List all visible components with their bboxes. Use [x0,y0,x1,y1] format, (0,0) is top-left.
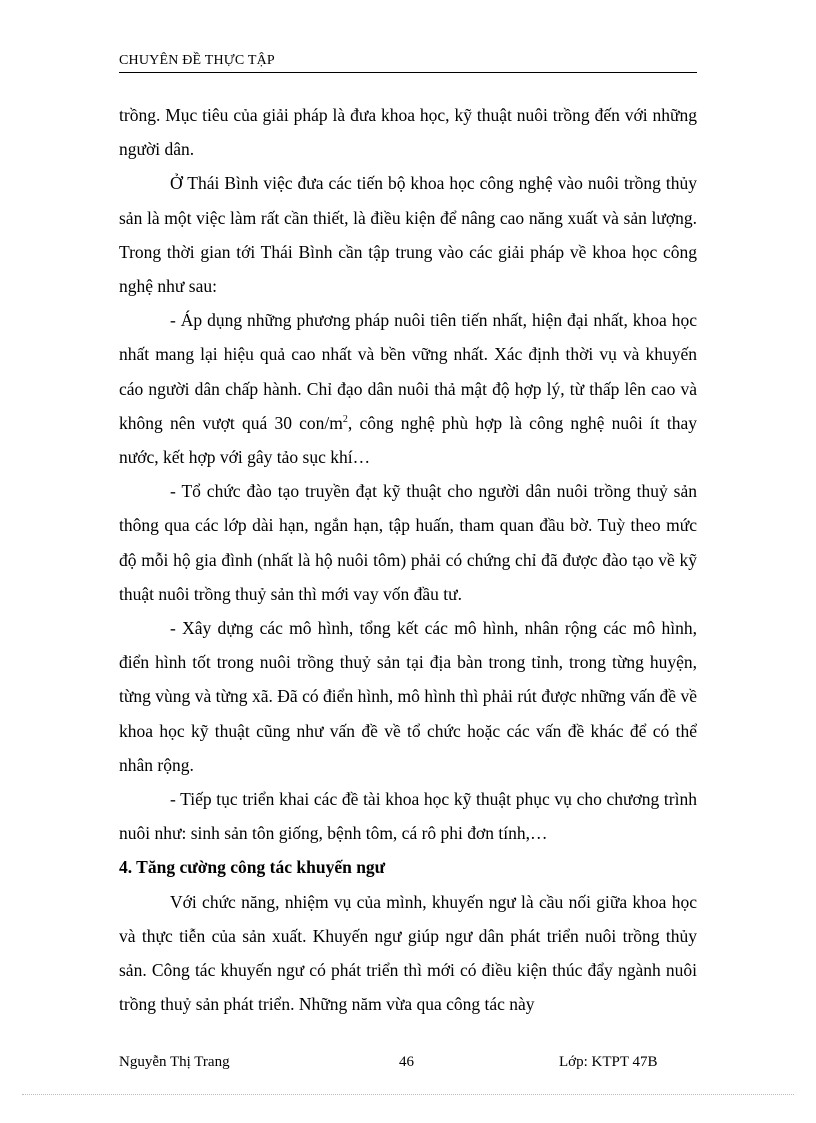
document-body [119,98,697,1021]
paragraph-bullet-research: - Tiếp tục triển khai các đề tài khoa học kỹ thuật phục vụ cho chương trình nuôi như: sinh sản tôn giống, bệnh tôm, cá rô phi đơn tính,… [119,789,697,844]
paragraph-bullet-training: - Tổ chức đào tạo truyền đạt kỹ thuật cho người dân nuôi trồng thuỷ sản thông qua các lớp dài hạn, ngắn hạn, tập huấn, tham quan đầu bờ. Tuỳ theo mức độ mỗi hộ gia đình (nhất là hộ nuôi tôm) phải có chứng chỉ đã được đào tạo về kỹ thuật nuôi trồng thuỷ sản thì mới vay vốn đầu tư. [119,481,697,604]
paragraph-bullet-models: - Xây dựng các mô hình, tổng kết các mô hình, nhân rộng các mô hình, điển hình tốt trong nuôi trồng thuỷ sản tại địa bàn trong tỉnh, trong từng huyện, từng vùng và từng xã. Đã có điển hình, mô hình thì phải rút được những vấn đề về khoa học kỹ thuật cũng như vấn đề về tổ chức hoặc các vấn đề khác để có thể nhân rộng. [119,618,697,775]
page-footer [119,1052,697,1072]
paragraph-extension: Với chức năng, nhiệm vụ của mình, khuyến ngư là cầu nối giữa khoa học và thực tiễn của sản xuất. Khuyến ngư giúp ngư dân phát triển nuôi trồng thủy sản. Công tác khuyến ngư có phát triển thì mới có điều kiện thúc đẩy ngành nuôi trồng thuỷ sản phát triển. Những năm vừa qua công tác này [119,891,697,1015]
section-heading: 4. Tăng cường công tác khuyến ngư [119,857,386,878]
header-title: CHUYÊN ĐỀ THỰC TẬP [119,53,275,68]
superscript-squared: 2 [342,414,348,425]
page-bottom-divider [22,1094,794,1095]
paragraph-continuation: trồng. Mục tiêu của giải pháp là đưa khoa học, kỹ thuật nuôi trồng đến với những người dân. [119,105,697,160]
footer-class-label: Lớp: KTPT 47B [559,1054,658,1070]
footer-page-number: 46 [399,1054,414,1070]
paragraph-intro: Ở Thái Bình việc đưa các tiến bộ khoa học công nghệ vào nuôi trồng thủy sản là một việc làm rất cần thiết, là điều kiện để nâng cao năng xuất và sản lượng. Trong thời gian tới Thái Bình cần tập trung vào các giải pháp về khoa học công nghệ như sau: [119,173,697,297]
bullet-methods-text-a: - Áp dụng những phương pháp nuôi tiên tiến nhất, hiện đại nhất, khoa học nhất mang lại hiệu quả cao nhất và bền vững nhất. Xác định thời vụ và khuyến cáo người dân chấp hành. Chỉ đạo dân nuôi thả mật độ hợp lý, từ thấp lên cao và không nên vượt quá 30 con/m [119,310,697,433]
bullet-methods-text-b: , công nghệ phù hợp là công nghệ nuôi ít thay nước, kết hợp với gây tảo sục khí… [119,412,697,468]
page-header [119,52,697,73]
paragraph-bullet-methods [119,303,697,474]
footer-author: Nguyễn Thị Trang [119,1054,230,1070]
